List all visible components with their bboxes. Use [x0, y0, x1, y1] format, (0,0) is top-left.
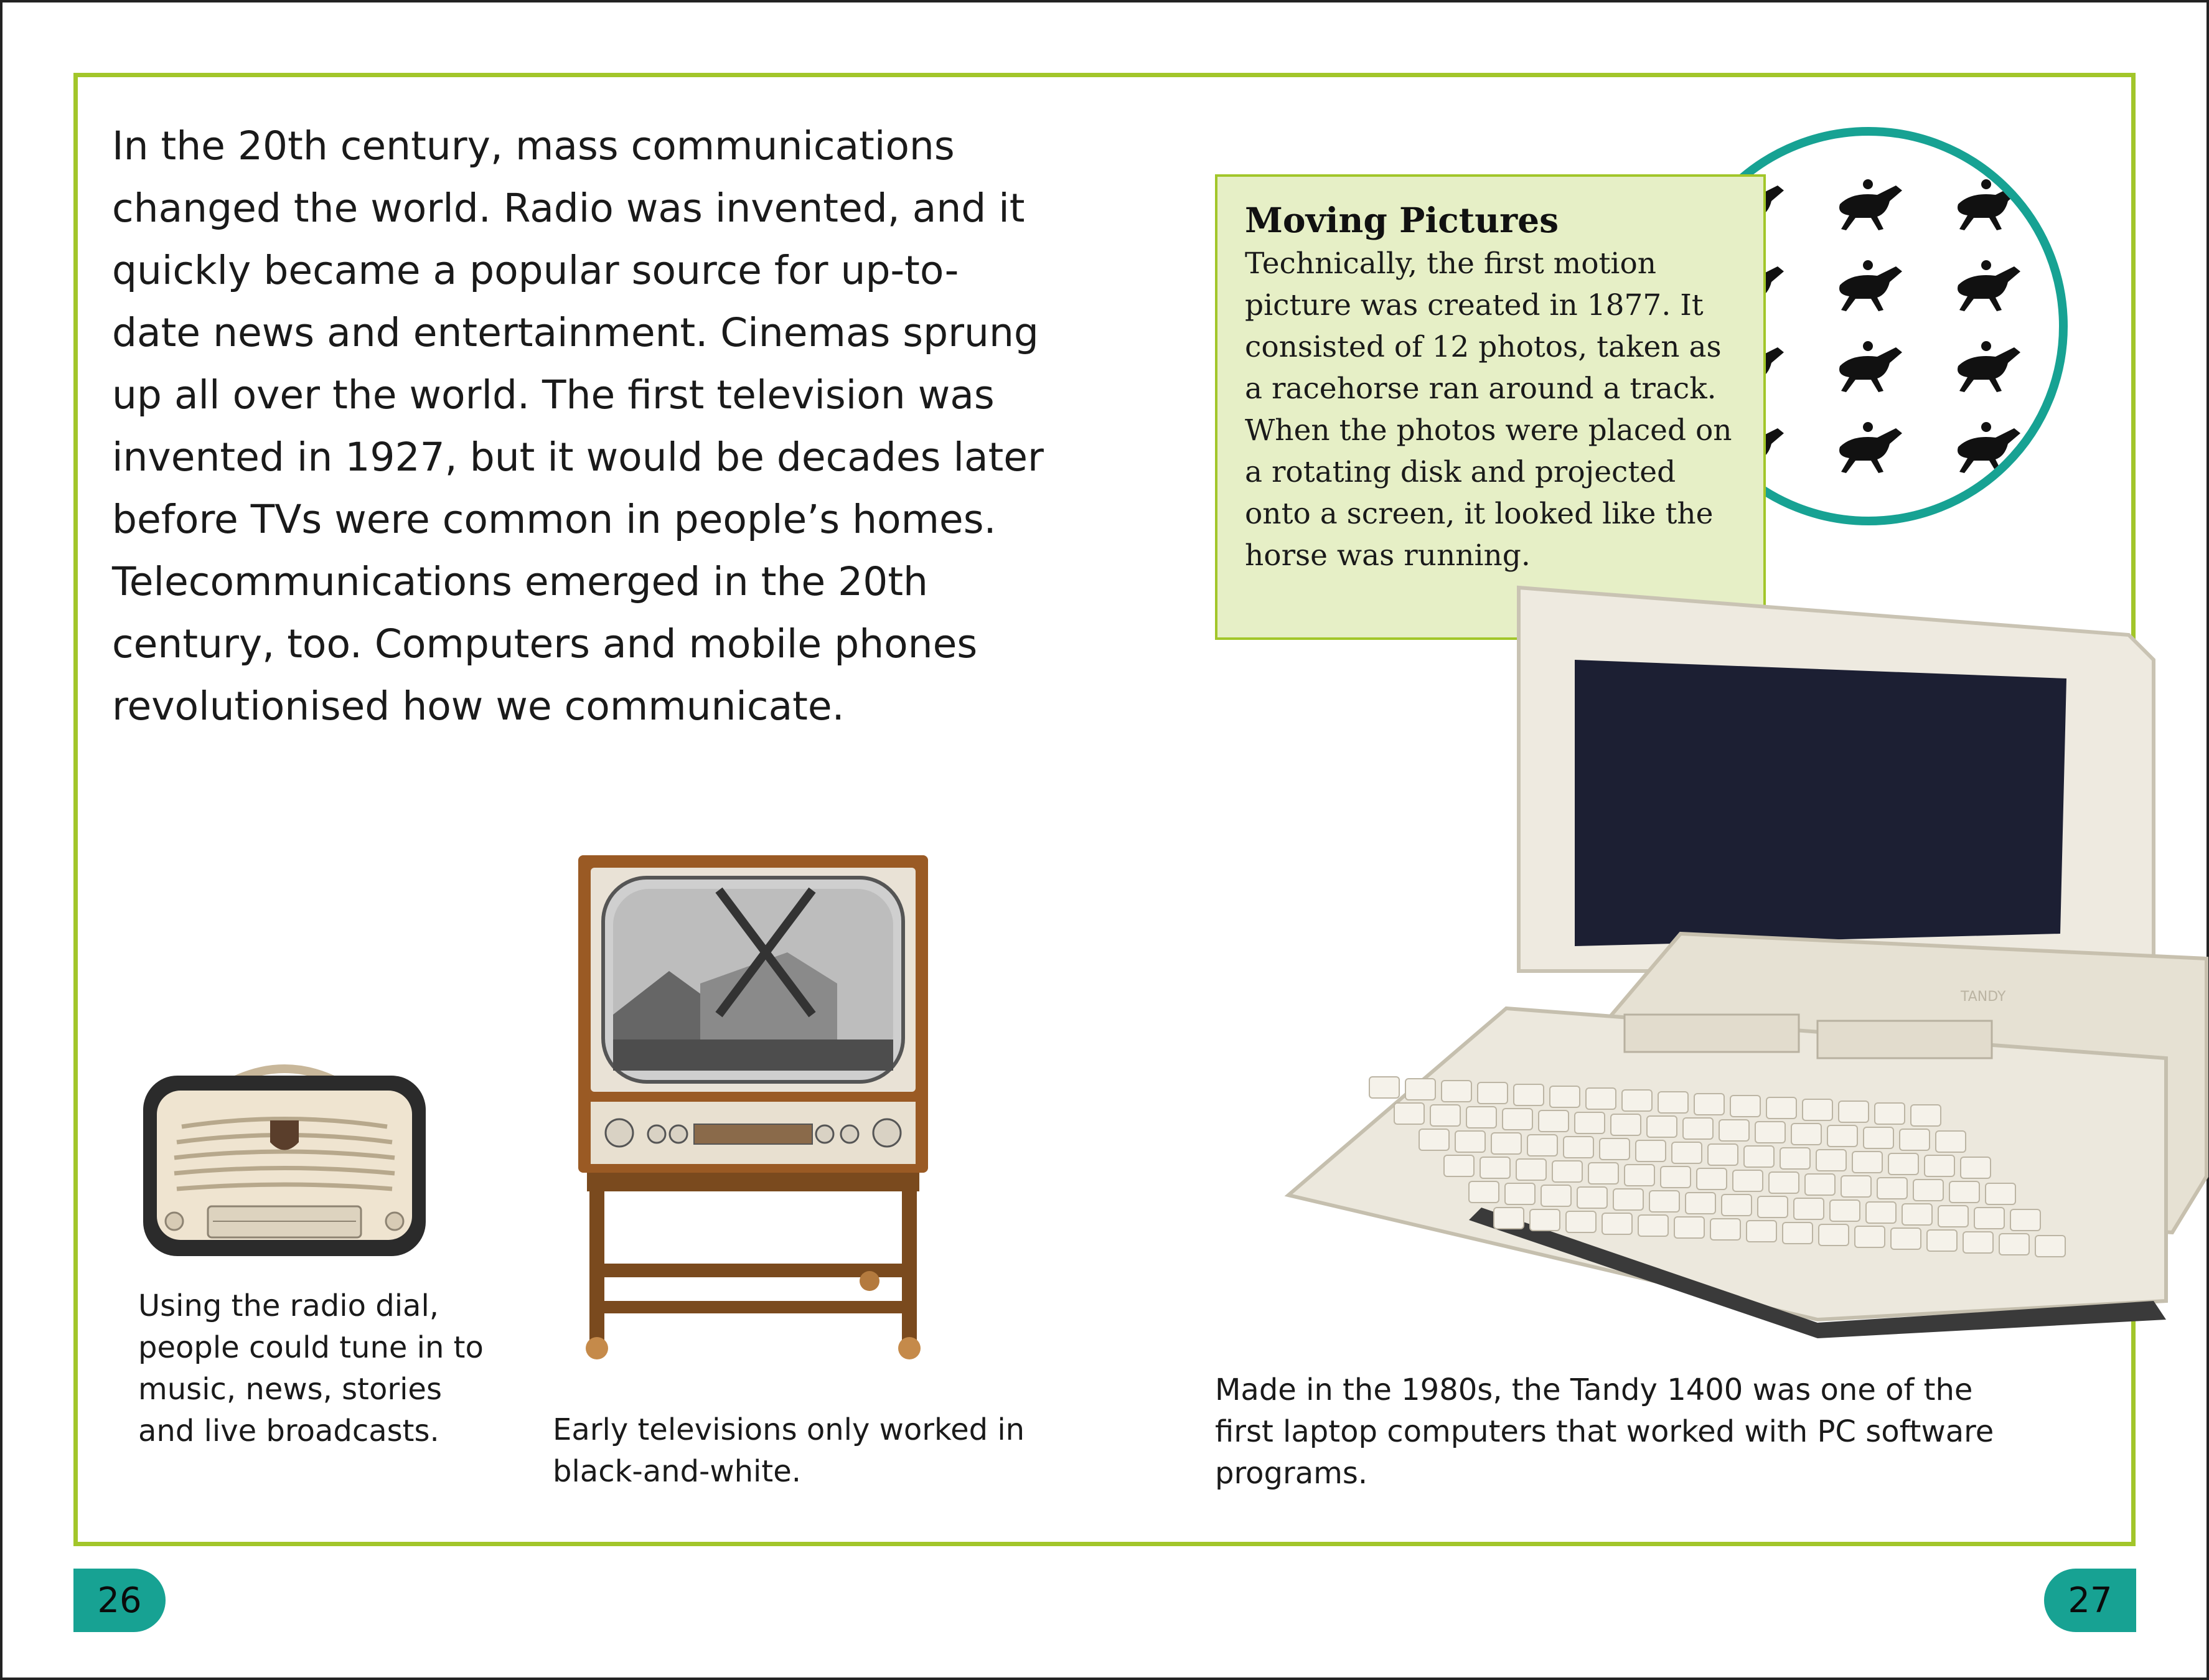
keyboard-key-icon [1622, 1090, 1652, 1111]
moving-pictures-box [1215, 174, 1766, 640]
keyboard-key-icon [1505, 1183, 1535, 1204]
keyboard-key-icon [1550, 1086, 1580, 1107]
keyboard-key-icon [1466, 1107, 1496, 1128]
keyboard-key-icon [1649, 1191, 1679, 1212]
keyboard-key-icon [1927, 1230, 1957, 1251]
keyboard-key-icon [1405, 1079, 1435, 1100]
keyboard-key-icon [1875, 1103, 1905, 1124]
keyboard-key-icon [1722, 1194, 1752, 1216]
keyboard-key-icon [1661, 1166, 1691, 1188]
keyboard-key-icon [1455, 1131, 1485, 1152]
radio-caption: Using the radio dial, people could tune in to music, news, stories and live broadcasts. [138, 1288, 484, 1448]
keyboard-key-icon [1841, 1176, 1871, 1197]
keyboard-key-icon [1516, 1159, 1546, 1180]
keyboard-key-icon [1539, 1110, 1569, 1132]
horse-silhouette-icon [1839, 179, 1902, 230]
keyboard-key-icon [1794, 1198, 1824, 1219]
keyboard-key-icon [1478, 1082, 1508, 1104]
horse-silhouette-icon [1958, 179, 2020, 230]
keyboard-key-icon [1803, 1099, 1832, 1120]
sidebar-title: Moving Pictures [1245, 200, 1559, 240]
keyboard-key-icon [1877, 1178, 1907, 1199]
keyboard-key-icon [1830, 1200, 1860, 1221]
intro-paragraph: In the 20th century, mass communications changed the world. Radio was invented, and it quickly became a popular source for up-to-date news and entertainment. Cinemas sprung up all over the world. The first television was invented in 1927, but it would be decades later before TVs were common in people’s homes. Telecommunications emerged in the 20th century, too. Computers and mobile phones revolutionised how we communicate. [112, 123, 1044, 729]
keyboard-key-icon [1419, 1129, 1449, 1150]
keyboard-key-icon [1552, 1161, 1582, 1182]
keyboard-key-icon [1658, 1092, 1688, 1113]
keyboard-key-icon [1986, 1183, 2015, 1204]
page-number-left: 26 [73, 1569, 166, 1632]
keyboard-key-icon [1494, 1208, 1524, 1229]
keyboard-key-icon [1758, 1196, 1788, 1218]
keyboard-key-icon [1683, 1118, 1713, 1139]
vintage-radio-image [138, 1058, 431, 1264]
tandy-1400-laptop-image [1282, 585, 2209, 1344]
keyboard-key-icon [1816, 1150, 1846, 1171]
keyboard-key-icon [1503, 1109, 1532, 1130]
keyboard-key-icon [1961, 1157, 1991, 1178]
keyboard-key-icon [1469, 1181, 1499, 1203]
keyboard-key-icon [1444, 1155, 1474, 1176]
keyboard-key-icon [1963, 1232, 1993, 1253]
keyboard-key-icon [1938, 1206, 1968, 1227]
keyboard-key-icon [1613, 1189, 1643, 1210]
keyboard-key-icon [1430, 1105, 1460, 1126]
keyboard-key-icon [1974, 1208, 2004, 1229]
keyboard-key-icon [1900, 1129, 1930, 1150]
keyboard-key-icon [1827, 1125, 1857, 1147]
keyboard-key-icon [2010, 1209, 2040, 1231]
keyboard-key-icon [1541, 1185, 1571, 1206]
keyboard-key-icon [1480, 1157, 1510, 1178]
keyboard-key-icon [1891, 1228, 1921, 1249]
keyboard-key-icon [1925, 1155, 1954, 1176]
keyboard-key-icon [1852, 1152, 1882, 1173]
horse-silhouette-icon [1958, 341, 2020, 392]
keyboard-key-icon [1697, 1168, 1727, 1190]
keyboard-key-icon [1625, 1165, 1654, 1186]
keyboard-key-icon [1855, 1226, 1885, 1247]
keyboard-key-icon [2035, 1236, 2065, 1257]
keyboard-key-icon [1530, 1209, 1560, 1231]
keyboard-key-icon [1839, 1101, 1869, 1122]
keyboard-key-icon [1491, 1133, 1521, 1154]
page-number-right: 27 [2044, 1569, 2136, 1632]
keyboard-key-icon [1866, 1202, 1896, 1223]
keyboard-key-icon [1744, 1146, 1774, 1167]
vintage-television-image [576, 853, 931, 1379]
keyboard-key-icon [1566, 1211, 1596, 1232]
keyboard-key-icon [1913, 1180, 1943, 1201]
keyboard-key-icon [1769, 1172, 1799, 1193]
horse-silhouette-icon [1839, 260, 1902, 311]
horse-silhouette-icon [1839, 341, 1902, 392]
keyboard-key-icon [1719, 1120, 1749, 1141]
keyboard-key-icon [1780, 1148, 1810, 1169]
keyboard-key-icon [1577, 1187, 1607, 1208]
keyboard-key-icon [1564, 1137, 1593, 1158]
keyboard-key-icon [1442, 1081, 1471, 1102]
keyboard-key-icon [1747, 1221, 1776, 1242]
keyboard-key-icon [1888, 1153, 1918, 1175]
keyboard-key-icon [1586, 1088, 1616, 1109]
keyboard-key-icon [1611, 1114, 1641, 1135]
keyboard-key-icon [1647, 1116, 1677, 1137]
keyboard-key-icon [1710, 1219, 1740, 1240]
keyboard-key-icon [1783, 1222, 1813, 1244]
keyboard-key-icon [1819, 1224, 1849, 1246]
keyboard-key-icon [1791, 1124, 1821, 1145]
keyboard-key-icon [1527, 1135, 1557, 1156]
keyboard-key-icon [1638, 1215, 1668, 1236]
tv-caption: Early televisions only worked in black-and-white. [553, 1412, 1025, 1489]
keyboard-key-icon [1864, 1127, 1893, 1148]
keyboard-key-icon [1733, 1170, 1763, 1191]
keyboard-key-icon [1636, 1140, 1666, 1161]
laptop-caption: Made in the 1980s, the Tandy 1400 was one of the first laptop computers that worked with PC software programs. [1215, 1373, 1994, 1491]
keyboard-key-icon [1766, 1097, 1796, 1119]
tandy-brand-label: TANDY [1961, 989, 2006, 1005]
horse-silhouette-icon [1958, 260, 2020, 311]
keyboard-key-icon [1369, 1077, 1399, 1098]
keyboard-key-icon [1394, 1103, 1424, 1124]
horse-silhouette-icon [1839, 422, 1902, 473]
keyboard-key-icon [1602, 1213, 1632, 1234]
keyboard-key-icon [1600, 1138, 1630, 1160]
keyboard-key-icon [1949, 1181, 1979, 1203]
keyboard-key-icon [1674, 1217, 1704, 1238]
keyboard-key-icon [1805, 1174, 1835, 1195]
keyboard-key-icon [1911, 1105, 1941, 1126]
keyboard-key-icon [1936, 1131, 1966, 1152]
keyboard-key-icon [1514, 1084, 1544, 1105]
keyboard-key-icon [1588, 1163, 1618, 1184]
keyboard-key-icon [1730, 1096, 1760, 1117]
keyboard-key-icon [1694, 1094, 1724, 1115]
keyboard-key-icon [1999, 1234, 2029, 1255]
keyboard-key-icon [1575, 1112, 1605, 1133]
keyboard-key-icon [1686, 1193, 1715, 1214]
keyboard-key-icon [1708, 1144, 1738, 1165]
sidebar-body: Technically, the first motion picture was created in 1877. It consisted of 12 photos, taken as a racehorse ran around a track. When the photos were placed on a rotating disk and projected onto a screen, it looked like the horse was running. [1245, 246, 1732, 573]
keyboard-key-icon [1755, 1122, 1785, 1143]
keyboard-key-icon [1672, 1142, 1702, 1163]
keyboard-key-icon [1902, 1204, 1932, 1225]
